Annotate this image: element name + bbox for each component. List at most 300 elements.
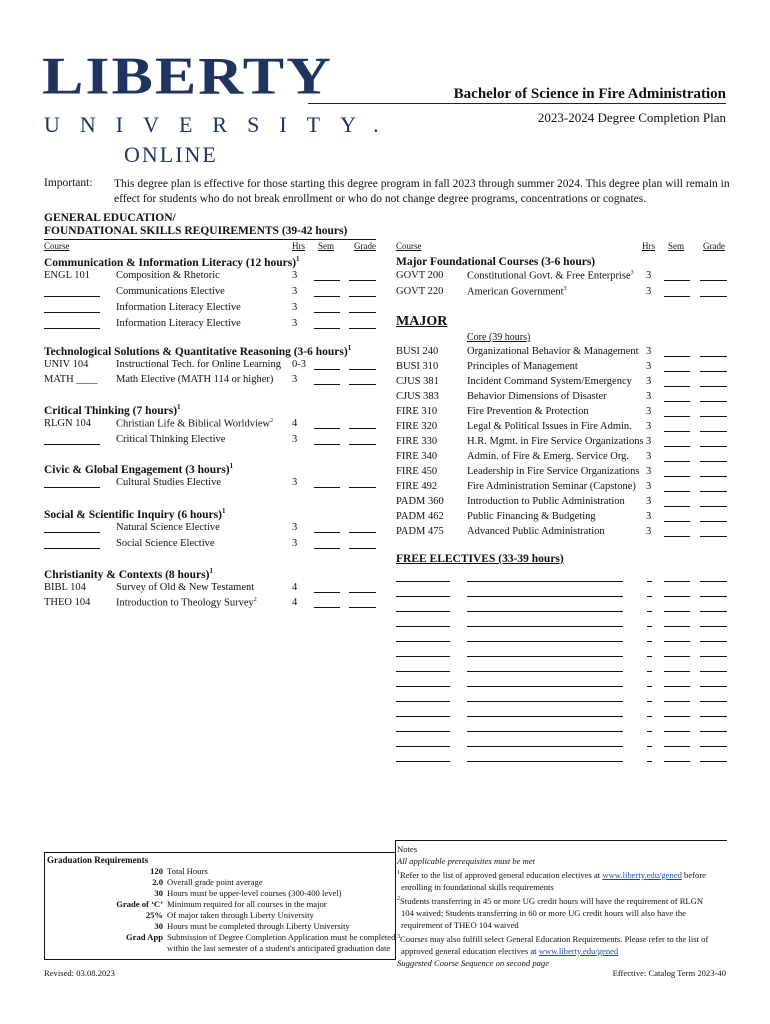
- elective-title-blank[interactable]: [467, 677, 623, 687]
- course-code-blank[interactable]: [44, 478, 100, 488]
- course-code: FIRE 340: [396, 451, 438, 462]
- course-code: BIBL 104: [44, 582, 86, 593]
- course-hours: 3: [292, 477, 298, 488]
- gened-course-row: [44, 597, 376, 611]
- grade-blank[interactable]: [349, 271, 376, 281]
- course-code: FIRE 330: [396, 436, 438, 447]
- elective-course-blank[interactable]: [396, 707, 450, 717]
- elective-hours-blank[interactable]: [647, 677, 652, 687]
- course-hours: 3: [646, 511, 652, 522]
- effective-term: Effective: Catalog Term 2023-40: [612, 968, 726, 978]
- grade-blank[interactable]: [700, 602, 727, 612]
- semester-blank[interactable]: [664, 452, 690, 462]
- semester-blank[interactable]: [664, 722, 690, 732]
- elective-row: [396, 616, 728, 630]
- semester-blank[interactable]: [314, 523, 340, 533]
- grad-req-key: Grade of ‘C’: [116, 899, 163, 909]
- notes-box: [395, 840, 727, 968]
- grad-req-key: 30: [154, 921, 163, 931]
- course-title: Leadership in Fire Service Organizations: [467, 466, 640, 477]
- course-hours: 3: [292, 538, 298, 549]
- semester-blank[interactable]: [314, 303, 340, 313]
- elective-row: [396, 586, 728, 600]
- semester-blank[interactable]: [664, 647, 690, 657]
- elective-hours-blank[interactable]: [647, 602, 652, 612]
- course-hours: 3: [292, 434, 298, 445]
- elective-course-blank[interactable]: [396, 602, 450, 612]
- gened-course-row: [44, 286, 376, 300]
- title-rule: [308, 103, 726, 104]
- elective-row: [396, 631, 728, 645]
- elective-hours-blank[interactable]: [647, 752, 652, 762]
- course-title: Composition & Rhetoric: [116, 270, 220, 281]
- major-course-row: [396, 406, 728, 420]
- grad-req-key: Grad App: [125, 932, 163, 942]
- gened-col-course: Course: [44, 241, 70, 251]
- course-title: Cultural Studies Elective: [116, 477, 221, 488]
- course-code-blank[interactable]: [44, 303, 100, 313]
- course-hours: 3: [646, 421, 652, 432]
- course-code-blank[interactable]: [44, 287, 100, 297]
- course-title: Advanced Public Administration: [467, 526, 605, 537]
- course-code-blank[interactable]: [44, 523, 100, 533]
- gened-course-row: [44, 374, 376, 388]
- course-title: Information Literacy Elective: [116, 302, 241, 313]
- grade-blank[interactable]: [349, 287, 376, 297]
- elective-hours-blank[interactable]: [647, 692, 652, 702]
- grade-blank[interactable]: [349, 319, 376, 329]
- elective-row: [396, 571, 728, 585]
- elective-course-blank[interactable]: [396, 677, 450, 687]
- course-title: Introduction to Public Administration: [467, 496, 625, 507]
- elective-row: [396, 601, 728, 615]
- semester-blank[interactable]: [664, 692, 690, 702]
- elective-hours-blank[interactable]: [647, 617, 652, 627]
- course-title: Public Financing & Budgeting: [467, 511, 596, 522]
- course-hours: 3: [292, 522, 298, 533]
- grad-req-text: within the last semester of a student's anticipated graduation date: [167, 943, 391, 953]
- grade-blank[interactable]: [700, 752, 727, 762]
- course-title: Introduction to Theology Survey$^2$: [116, 597, 257, 609]
- course-title: Fire Prevention & Protection: [467, 406, 589, 417]
- grad-req-text: Submission of Degree Completion Application must be completed: [167, 932, 396, 942]
- gened-course-row: [44, 302, 376, 316]
- semester-blank[interactable]: [664, 271, 690, 281]
- elective-hours-blank[interactable]: [647, 647, 652, 657]
- course-title: H.R. Mgmt. in Fire Service Organizations: [467, 436, 644, 447]
- course-hours: 3: [646, 436, 652, 447]
- grade-blank[interactable]: [349, 539, 376, 549]
- grade-blank[interactable]: [700, 422, 727, 432]
- gened-heading-1: GENERAL EDUCATION/: [44, 212, 176, 224]
- semester-blank[interactable]: [664, 497, 690, 507]
- gened-course-row: [44, 522, 376, 536]
- revised-date: Revised: 03.08.2023: [44, 968, 115, 978]
- major-course-row: [396, 376, 728, 390]
- course-code: GOVT 200: [396, 270, 444, 281]
- course-hours: 3: [646, 270, 652, 281]
- logo-university-text: UNIVERSITY.: [44, 112, 399, 137]
- gened-course-row: [44, 318, 376, 332]
- grad-req-text: Hours must be upper-level courses (300-400 level): [167, 888, 342, 898]
- elective-course-blank[interactable]: [396, 722, 450, 732]
- course-code: PADM 360: [396, 496, 444, 507]
- course-hours: 3: [646, 346, 652, 357]
- semester-blank[interactable]: [664, 617, 690, 627]
- semester-blank[interactable]: [314, 419, 340, 429]
- elective-title-blank[interactable]: [467, 752, 623, 762]
- grad-req-key: 25%: [145, 910, 163, 920]
- course-hours: 3: [646, 391, 652, 402]
- semester-blank[interactable]: [664, 377, 690, 387]
- major-course-row: [396, 511, 728, 525]
- gened-course-row: [44, 582, 376, 596]
- grade-blank[interactable]: [349, 303, 376, 313]
- semester-blank[interactable]: [664, 587, 690, 597]
- grade-blank[interactable]: [700, 632, 727, 642]
- course-hours: 3: [646, 466, 652, 477]
- semester-blank[interactable]: [314, 271, 340, 281]
- elective-title-blank[interactable]: [467, 692, 623, 702]
- grad-req-text: Minimum required for all courses in the major: [167, 899, 327, 909]
- gened-course-row: [44, 270, 376, 284]
- gened-group-title: Civic & Global Engagement (3 hours)$^1$: [44, 462, 234, 476]
- gened-link-2[interactable]: www.liberty.edu/gened: [538, 945, 619, 956]
- grade-blank[interactable]: [700, 287, 727, 297]
- grade-blank[interactable]: [700, 407, 727, 417]
- semester-blank[interactable]: [664, 407, 690, 417]
- semester-blank[interactable]: [314, 319, 340, 329]
- course-hours: 4: [292, 597, 298, 608]
- grade-blank[interactable]: [700, 662, 727, 672]
- course-code: PADM 462: [396, 511, 444, 522]
- grade-blank[interactable]: [700, 512, 727, 522]
- course-title: American Government$^3$: [467, 286, 567, 298]
- elective-row: [396, 736, 728, 750]
- course-code: FIRE 320: [396, 421, 438, 432]
- course-title: Fire Administration Seminar (Capstone): [467, 481, 636, 492]
- gened-group-title: Communication & Information Literacy (12 hours)$^1$: [44, 255, 300, 269]
- note-1-cont: enrolling in foundational skills requirements: [401, 881, 554, 892]
- course-hours: 3: [646, 451, 652, 462]
- course-hours: 3: [292, 302, 298, 313]
- course-code: FIRE 310: [396, 406, 438, 417]
- course-hours: 4: [292, 418, 298, 429]
- semester-blank[interactable]: [664, 392, 690, 402]
- core-label: Core (39 hours): [467, 332, 531, 343]
- right-col-hrs: Hrs: [642, 241, 655, 251]
- gened-group-title: Technological Solutions & Quantitative Reasoning (3-6 hours)$^1$: [44, 344, 352, 358]
- course-code-blank[interactable]: [44, 539, 100, 549]
- elective-row: [396, 646, 728, 660]
- grade-blank[interactable]: [700, 617, 727, 627]
- elective-hours-blank[interactable]: [647, 587, 652, 597]
- grade-blank[interactable]: [700, 271, 727, 281]
- gened-course-row: [44, 418, 376, 432]
- grade-blank[interactable]: [700, 692, 727, 702]
- logo-online-text: ONLINE: [124, 142, 218, 167]
- major-course-row: [396, 270, 728, 284]
- document-title: Bachelor of Science in Fire Administration: [453, 86, 726, 102]
- semester-blank[interactable]: [314, 375, 340, 385]
- semester-blank[interactable]: [314, 360, 340, 370]
- grade-blank[interactable]: [700, 482, 727, 492]
- elective-row: [396, 676, 728, 690]
- elective-hours-blank[interactable]: [647, 737, 652, 747]
- elective-title-blank[interactable]: [467, 662, 623, 672]
- liberty-logo: LIBERTY: [42, 47, 333, 106]
- elective-course-blank[interactable]: [396, 632, 450, 642]
- semester-blank[interactable]: [314, 583, 340, 593]
- course-title: Social Science Elective: [116, 538, 215, 549]
- gened-link-1[interactable]: www.liberty.edu/gened: [602, 869, 682, 880]
- course-code: BUSI 240: [396, 346, 439, 357]
- elective-row: [396, 721, 728, 735]
- grade-blank[interactable]: [349, 435, 376, 445]
- grad-req-key: 120: [150, 866, 163, 876]
- gened-col-grade: Grade: [354, 241, 376, 251]
- notes-prereq: All applicable prerequisites must be met: [397, 856, 536, 866]
- course-title: Incident Command System/Emergency: [467, 376, 632, 387]
- grade-blank[interactable]: [700, 362, 727, 372]
- elective-row: [396, 751, 728, 765]
- elective-hours-blank[interactable]: [647, 572, 652, 582]
- grade-blank[interactable]: [700, 737, 727, 747]
- grade-blank[interactable]: [700, 452, 727, 462]
- course-code: UNIV 104: [44, 359, 89, 370]
- course-title: Communications Elective: [116, 286, 225, 297]
- major-course-row: [396, 526, 728, 540]
- important-label: Important:: [44, 177, 93, 189]
- course-title: Organizational Behavior & Management: [467, 346, 639, 357]
- semester-blank[interactable]: [664, 467, 690, 477]
- major-course-row: [396, 361, 728, 375]
- course-hours: 3: [292, 318, 298, 329]
- grad-req-text: Hours must be completed through Liberty University: [167, 921, 350, 931]
- course-title: Constitutional Govt. & Free Enterprise$^3$: [467, 270, 634, 282]
- elective-course-blank[interactable]: [396, 587, 450, 597]
- grade-blank[interactable]: [700, 677, 727, 687]
- course-title: Natural Science Elective: [116, 522, 220, 533]
- course-code: GOVT 220: [396, 286, 444, 297]
- course-code: RLGN 104: [44, 418, 91, 429]
- major-course-row: [396, 436, 728, 450]
- semester-blank[interactable]: [664, 287, 690, 297]
- grade-blank[interactable]: [349, 478, 376, 488]
- gened-heading-rule: [44, 239, 376, 240]
- course-hours: 3: [646, 361, 652, 372]
- grade-blank[interactable]: [700, 392, 727, 402]
- gened-col-hrs: Hrs: [292, 241, 305, 251]
- grade-blank[interactable]: [700, 347, 727, 357]
- major-course-row: [396, 481, 728, 495]
- course-hours: 4: [292, 582, 298, 593]
- grade-blank[interactable]: [349, 523, 376, 533]
- electives-heading: FREE ELECTIVES (33-39 hours): [396, 553, 564, 565]
- semester-blank[interactable]: [664, 677, 690, 687]
- gened-course-row: [44, 359, 376, 373]
- semester-blank[interactable]: [664, 602, 690, 612]
- elective-hours-blank[interactable]: [647, 632, 652, 642]
- course-code: CJUS 381: [396, 376, 439, 387]
- course-title: Information Literacy Elective: [116, 318, 241, 329]
- major-course-row: [396, 286, 728, 300]
- note-1: $^1$Refer to the list of approved general education electives at www.liberty.edu/gened before: [397, 869, 707, 880]
- important-text: This degree plan is effective for those starting this degree program in fall 2023 through summer 2024. This degree plan will remain in effect for students who do not break enrollment or who do not change degree programs, concentrations or cognates.: [114, 178, 730, 205]
- grade-blank[interactable]: [700, 437, 727, 447]
- semester-blank[interactable]: [664, 572, 690, 582]
- gened-course-row: [44, 434, 376, 448]
- semester-blank[interactable]: [664, 737, 690, 747]
- course-hours: 3: [646, 526, 652, 537]
- major-course-row: [396, 496, 728, 510]
- course-title: Legal & Political Issues in Fire Admin.: [467, 421, 632, 432]
- note-3-cont: approved general education electives at www.liberty.edu/gened: [401, 945, 619, 956]
- semester-blank[interactable]: [664, 752, 690, 762]
- elective-course-blank[interactable]: [396, 647, 450, 657]
- grad-req-key: 2.0: [152, 877, 163, 887]
- semester-blank[interactable]: [664, 512, 690, 522]
- gened-course-row: [44, 538, 376, 552]
- semester-blank[interactable]: [664, 422, 690, 432]
- course-hours: 0-3: [292, 359, 306, 370]
- course-hours: 3: [292, 374, 298, 385]
- elective-title-blank[interactable]: [467, 707, 623, 717]
- gened-course-row: [44, 477, 376, 491]
- course-code: FIRE 450: [396, 466, 438, 477]
- semester-blank[interactable]: [314, 539, 340, 549]
- grad-req-text: Total Hours: [167, 866, 208, 876]
- grad-req-text: Of major taken through Liberty University: [167, 910, 314, 920]
- grad-req-key: 30: [154, 888, 163, 898]
- notes-title: Notes: [397, 844, 418, 854]
- elective-course-blank[interactable]: [396, 752, 450, 762]
- course-code: FIRE 492: [396, 481, 438, 492]
- course-code: ENGL 101: [44, 270, 90, 281]
- grade-blank[interactable]: [349, 360, 376, 370]
- course-hours: 3: [646, 406, 652, 417]
- elective-title-blank[interactable]: [467, 647, 623, 657]
- grade-blank[interactable]: [349, 583, 376, 593]
- course-code: MATH ____: [44, 374, 98, 385]
- semester-blank[interactable]: [664, 707, 690, 717]
- elective-hours-blank[interactable]: [647, 707, 652, 717]
- foundational-heading: Major Foundational Courses (3-6 hours): [396, 256, 596, 268]
- semester-blank[interactable]: [664, 437, 690, 447]
- major-course-row: [396, 421, 728, 435]
- semester-blank[interactable]: [314, 287, 340, 297]
- semester-blank[interactable]: [664, 347, 690, 357]
- gened-group-title: Social & Scientific Inquiry (6 hours)$^1$: [44, 507, 226, 521]
- course-title: Survey of Old & New Testament: [116, 582, 255, 593]
- elective-hours-blank[interactable]: [647, 722, 652, 732]
- elective-course-blank[interactable]: [396, 662, 450, 672]
- grade-blank[interactable]: [700, 467, 727, 477]
- course-hours: 3: [646, 496, 652, 507]
- graduation-title: Graduation Requirements: [47, 855, 149, 865]
- major-heading: MAJOR: [396, 314, 448, 329]
- elective-course-blank[interactable]: [396, 737, 450, 747]
- course-code-blank[interactable]: [44, 319, 100, 329]
- course-title: Behavior Dimensions of Disaster: [467, 391, 607, 402]
- elective-title-blank[interactable]: [467, 602, 623, 612]
- elective-course-blank[interactable]: [396, 692, 450, 702]
- notes-box-left-border: [395, 841, 396, 959]
- course-code: PADM 475: [396, 526, 444, 537]
- right-col-sem: Sem: [668, 241, 685, 251]
- grade-blank[interactable]: [349, 598, 376, 608]
- major-course-row: [396, 346, 728, 360]
- elective-row: [396, 691, 728, 705]
- grade-blank[interactable]: [700, 527, 727, 537]
- elective-title-blank[interactable]: [467, 632, 623, 642]
- course-hours: 3: [646, 286, 652, 297]
- semester-blank[interactable]: [664, 527, 690, 537]
- right-col-grade: Grade: [703, 241, 725, 251]
- elective-course-blank[interactable]: [396, 617, 450, 627]
- elective-title-blank[interactable]: [467, 572, 623, 582]
- grade-blank[interactable]: [700, 572, 727, 582]
- grade-blank[interactable]: [700, 587, 727, 597]
- elective-row: [396, 661, 728, 675]
- semester-blank[interactable]: [664, 632, 690, 642]
- grade-blank[interactable]: [700, 722, 727, 732]
- right-col-course: Course: [396, 241, 422, 251]
- semester-blank[interactable]: [314, 478, 340, 488]
- note-2-cont-2: requirement of THEO 104 waived: [401, 919, 519, 930]
- elective-title-blank[interactable]: [467, 617, 623, 627]
- gened-heading-2: FOUNDATIONAL SKILLS REQUIREMENTS (39-42 hours): [44, 225, 348, 237]
- grade-blank[interactable]: [700, 707, 727, 717]
- course-title: Math Elective (MATH 114 or higher): [116, 374, 274, 385]
- course-title: Christian Life & Biblical Worldview$^2$: [116, 418, 274, 430]
- semester-blank[interactable]: [314, 598, 340, 608]
- elective-title-blank[interactable]: [467, 587, 623, 597]
- semester-blank[interactable]: [314, 435, 340, 445]
- major-course-row: [396, 466, 728, 480]
- semester-blank[interactable]: [664, 662, 690, 672]
- course-hours: 3: [292, 270, 298, 281]
- course-code: BUSI 310: [396, 361, 439, 372]
- grade-blank[interactable]: [700, 497, 727, 507]
- gened-group-title: Critical Thinking (7 hours)$^1$: [44, 403, 181, 417]
- gened-group-title: Christianity & Contexts (8 hours)$^1$: [44, 567, 213, 581]
- note-2-cont: 104 waived; Students transferring in 60 or more UG credit hours will also have the: [401, 907, 686, 918]
- grade-blank[interactable]: [700, 647, 727, 657]
- major-course-row: [396, 451, 728, 465]
- semester-blank[interactable]: [664, 362, 690, 372]
- notes-suggested: Suggested Course Sequence on second page: [397, 957, 550, 968]
- grade-blank[interactable]: [349, 419, 376, 429]
- elective-course-blank[interactable]: [396, 572, 450, 582]
- course-code: THEO 104: [44, 597, 91, 608]
- note-2: $^2$Students transferring in 45 or more UG credit hours will have the requirement of RLGN: [397, 895, 704, 906]
- note-3: $^3$Courses may also fulfill select General Education Requirements. Please refer to the list of: [397, 933, 709, 944]
- grade-blank[interactable]: [700, 377, 727, 387]
- course-code: CJUS 383: [396, 391, 439, 402]
- elective-title-blank[interactable]: [467, 722, 623, 732]
- gened-col-sem: Sem: [318, 241, 335, 251]
- elective-hours-blank[interactable]: [647, 662, 652, 672]
- course-title: Principles of Management: [467, 361, 578, 372]
- course-hours: 3: [292, 286, 298, 297]
- course-hours: 3: [646, 481, 652, 492]
- semester-blank[interactable]: [664, 482, 690, 492]
- elective-title-blank[interactable]: [467, 737, 623, 747]
- course-code-blank[interactable]: [44, 435, 100, 445]
- major-course-row: [396, 391, 728, 405]
- grade-blank[interactable]: [349, 375, 376, 385]
